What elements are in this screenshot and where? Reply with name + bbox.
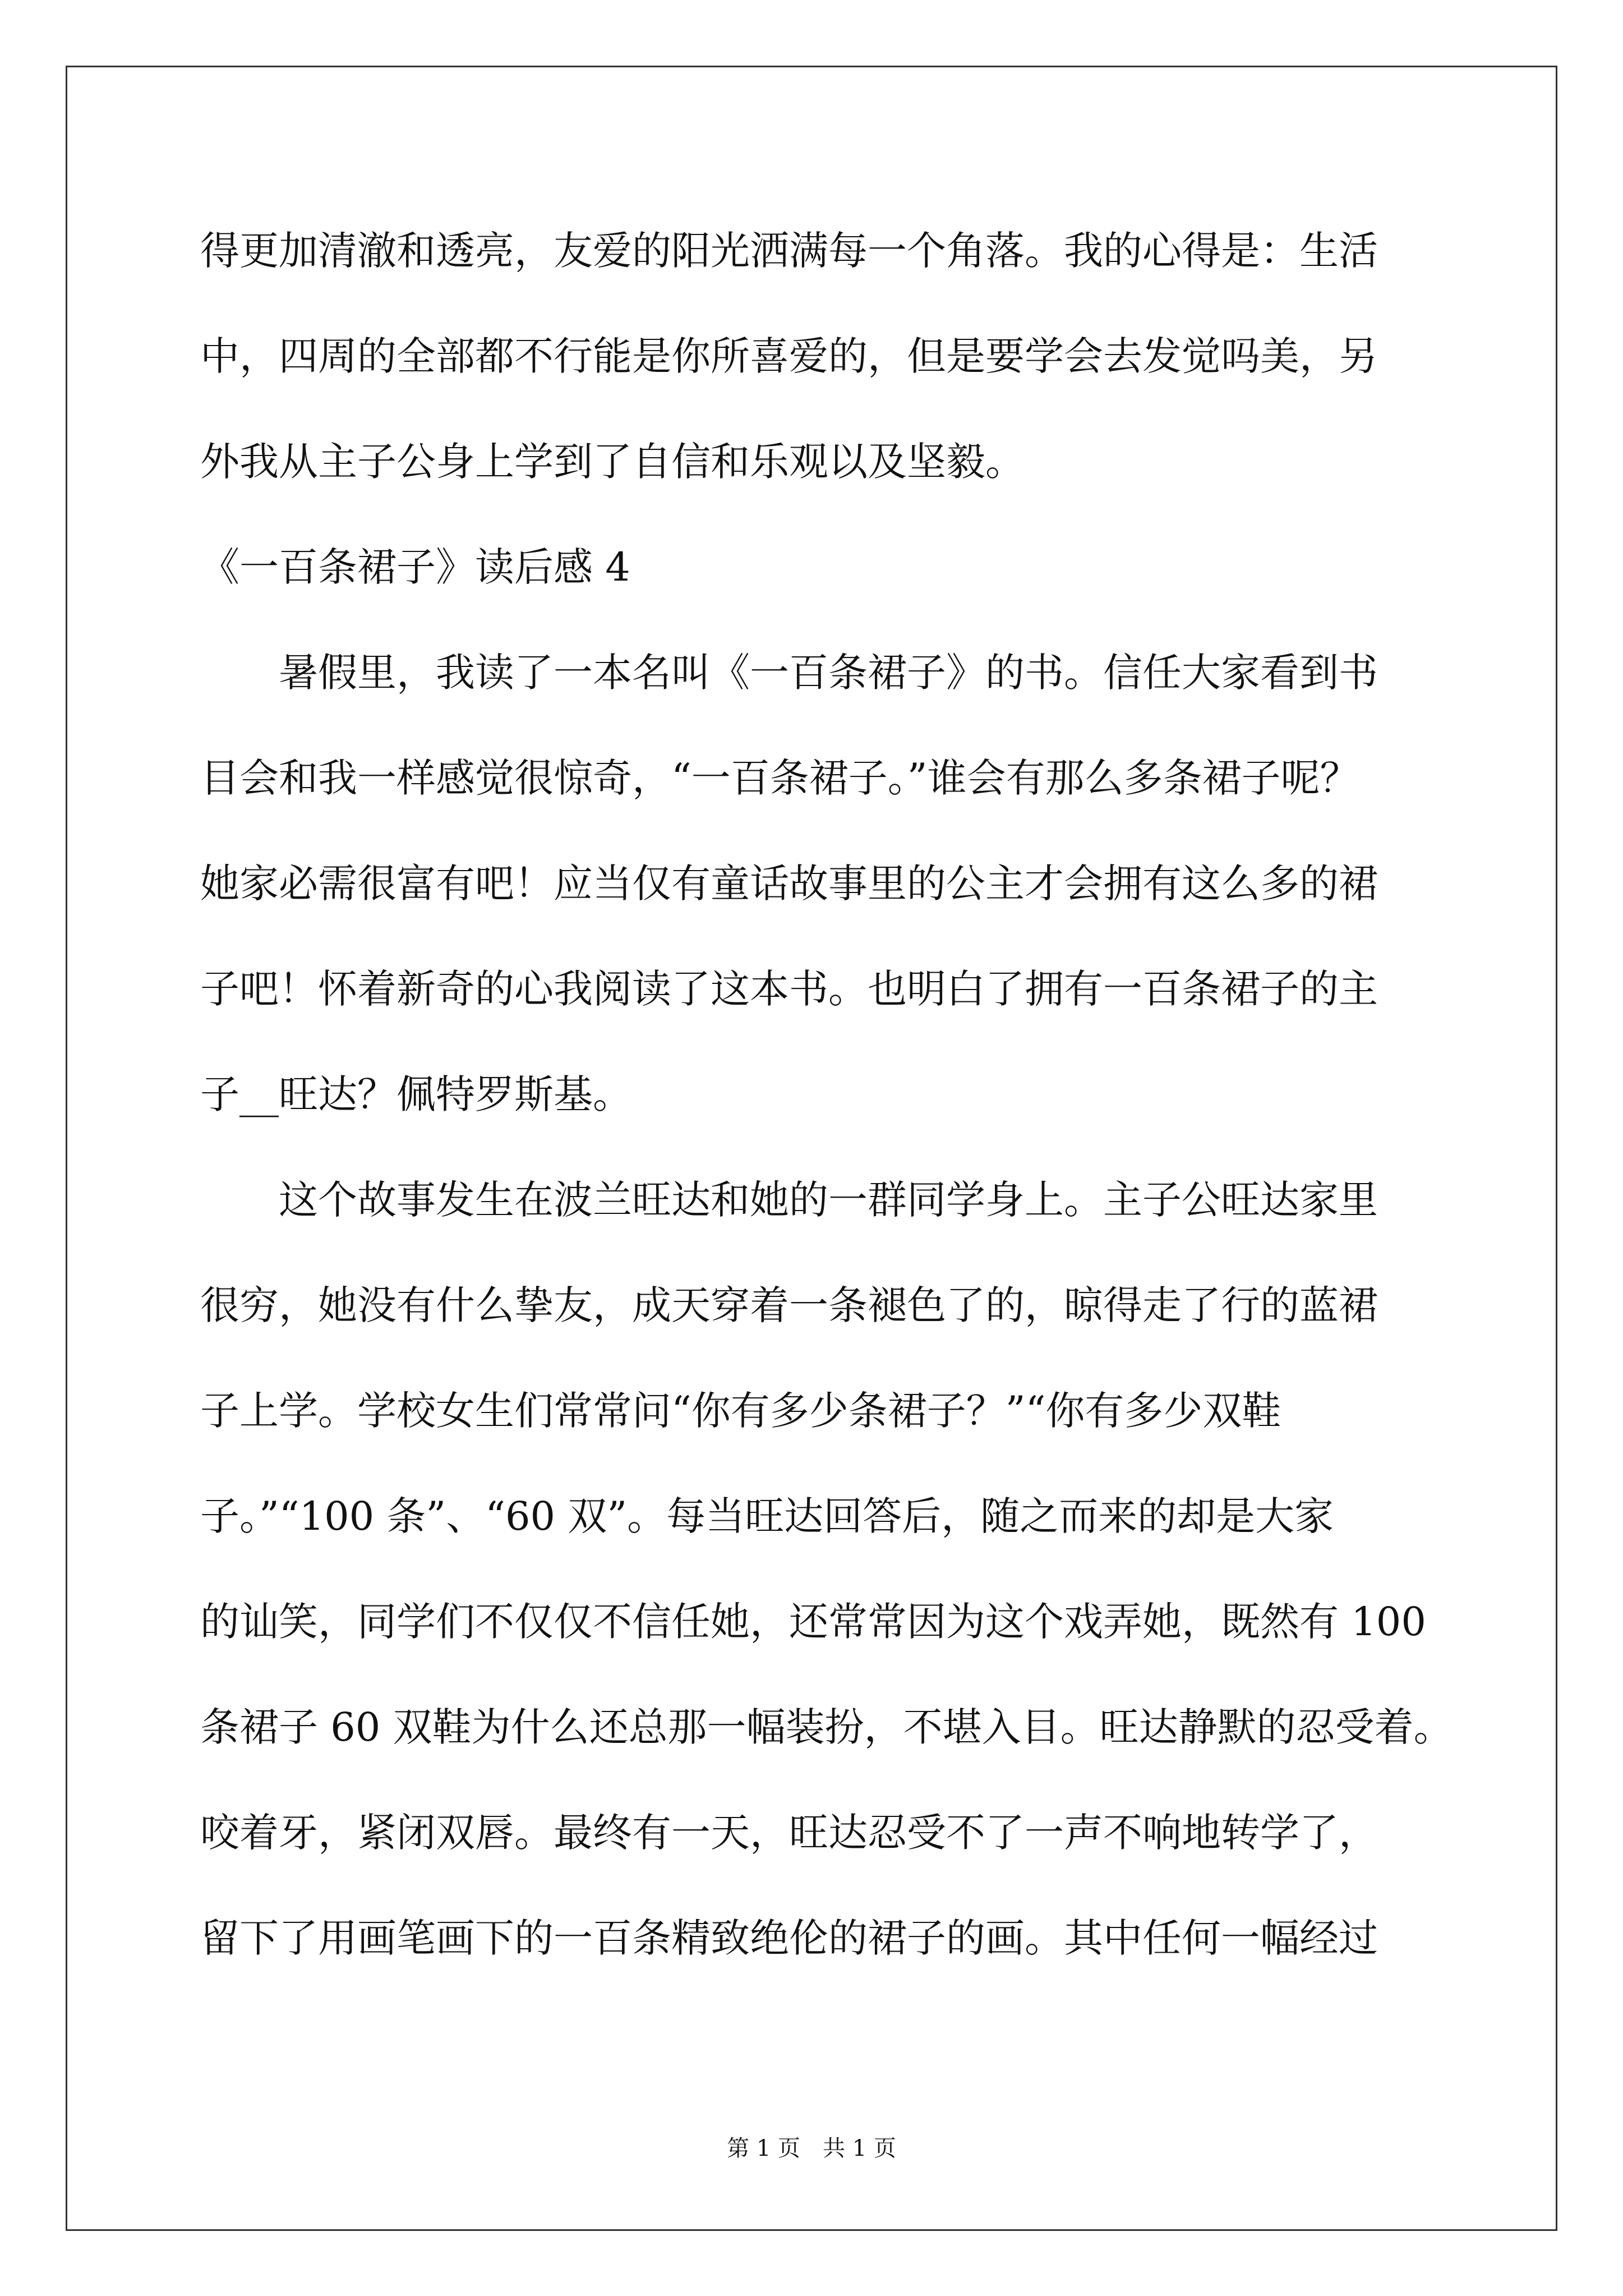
text-line: 子吧！怀着新奇的心我阅读了这本书。也明白了拥有一百条裙子的主 <box>200 966 1378 1012</box>
text-line: 目会和我一样感觉很惊奇，“一百条裙子。”谁会有那么多条裙子呢？ <box>200 755 1359 801</box>
page-number-footer: 第 1 页 共 1 页 <box>727 2136 896 2161</box>
text-line: 咬着牙，紧闭双唇。最终有一天，旺达忍受不了一声不响地转学了， <box>200 1810 1378 1856</box>
text-line: 很穷，她没有什么挚友，成天穿着一条褪色了的，晾得走了行的蓝裙 <box>200 1282 1378 1328</box>
text-line: 子。”“100 条”、“60 双”。每当旺达回答后，随之而来的却是大家 <box>200 1493 1334 1539</box>
text-line: 暑假里，我读了一本名叫《一百条裙子》的书。信任大家看到书 <box>200 650 1378 696</box>
page-border <box>66 66 1557 2231</box>
text-line: 得更加清澈和透亮，友爱的阳光洒满每一个角落。我的心得是：生活 <box>200 228 1378 274</box>
text-line: 子__旺达？佩特罗斯基。 <box>200 1071 632 1117</box>
text-line: 这个故事发生在波兰旺达和她的一群同学身上。主子公旺达家里 <box>200 1177 1378 1223</box>
text-line: 中，四周的全部都不行能是你所喜爱的，但是要学会去发觉吗美，另 <box>200 333 1378 379</box>
text-line: 留下了用画笔画下的一百条精致绝伦的裙子的画。其中任何一幅经过 <box>200 1915 1378 1961</box>
section-heading: 《一百条裙子》读后感 4 <box>200 544 630 590</box>
text-line: 子上学。学校女生们常常问“你有多少条裙子？”“你有多少双鞋 <box>200 1388 1281 1434</box>
text-line: 她家必需很富有吧！应当仅有童话故事里的公主才会拥有这么多的裙 <box>200 861 1378 907</box>
text-line: 的讪笑，同学们不仅仅不信任她，还常常因为这个戏弄她，既然有 100 <box>200 1599 1426 1645</box>
text-line: 外我从主子公身上学到了自信和乐观以及坚毅。 <box>200 439 1025 485</box>
text-line: 条裙子 60 双鞋为什么还总那一幅装扮，不堪入目。旺达静默的忍受着。 <box>200 1704 1453 1750</box>
